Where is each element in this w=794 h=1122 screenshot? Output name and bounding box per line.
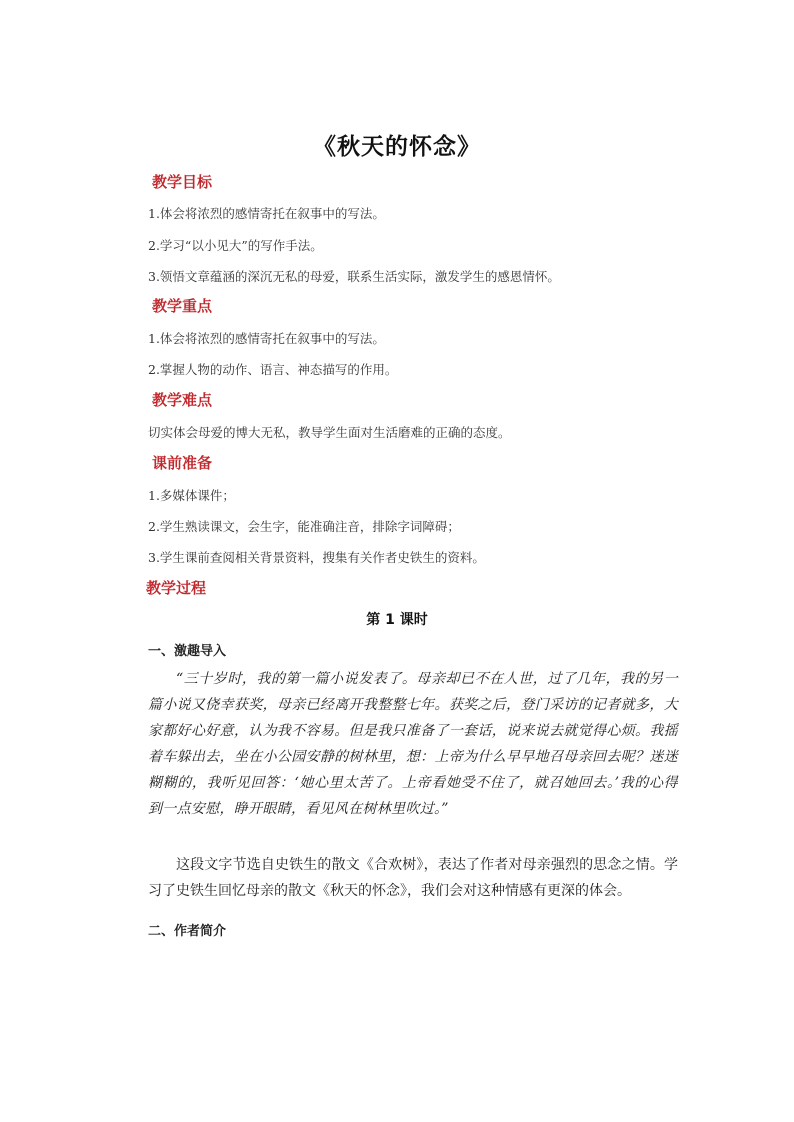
document-title: 《秋天的怀念》 <box>313 134 481 160</box>
preparation-item-3: 3.学生课前查阅相关背景资料，搜集有关作者史铁生的资料。 <box>148 550 485 565</box>
difficulty-item-1: 切实体会母爱的博大无私，教导学生面对生活磨难的正确的态度。 <box>148 425 511 440</box>
lesson-title: 第 1 课时 <box>366 612 428 628</box>
heading-preparation: 课前准备 <box>152 454 213 472</box>
focus-item-1: 1.体会将浓烈的感情寄托在叙事中的写法。 <box>148 331 385 346</box>
intro-quote: “三十岁时，我的第一篇小说发表了。母亲却已不在人世，过了几年，我的另一篇小说又侥幸获奖，母亲已经离开我整整七年。获奖之后，登门采访的记者就多，大家都好心好意，认为我不容易。但是我只准备了一套话，说来说去就觉得心烦。我摇着车躲出去，坐在小公园安静的树林里，想：上帝为什么早早地召母亲回去呢？迷迷糊糊的，我听见回答：‘她心里太苦了。上帝看她受不住了，就召她回去。’我的心得到一点安慰，睁开眼睛，看见风在树林里吹过。” <box>148 671 678 817</box>
focus-item-2: 2.掌握人物的动作、语言、神态描写的作用。 <box>148 362 398 377</box>
heading-teaching-process: 教学过程 <box>146 579 207 597</box>
heading-teaching-difficulty: 教学难点 <box>152 391 213 409</box>
heading-teaching-goals: 教学目标 <box>152 173 213 191</box>
heading-teaching-focus: 教学重点 <box>152 297 213 315</box>
goal-item-1: 1.体会将浓烈的感情寄托在叙事中的写法。 <box>148 206 385 221</box>
goal-item-2: 2.学习“以小见大”的写作手法。 <box>148 238 323 253</box>
section-heading-intro: 一、激趣导入 <box>148 644 227 659</box>
goal-item-3: 3.领悟文章蕴涵的深沉无私的母爱，联系生活实际，激发学生的感恩情怀。 <box>148 269 560 284</box>
preparation-item-1: 1.多媒体课件； <box>148 488 235 503</box>
preparation-item-2: 2.学生熟读课文，会生字，能准确注音，排除字词障碍； <box>148 519 460 534</box>
section-heading-author: 二、作者简介 <box>148 924 227 939</box>
intro-paragraph: 这段文字节选自史铁生的散文《合欢树》，表达了作者对母亲强烈的思念之情。学习了史铁生回忆母亲的散文《秋天的怀念》，我们会对这种情感有更深的体会。 <box>148 857 678 899</box>
